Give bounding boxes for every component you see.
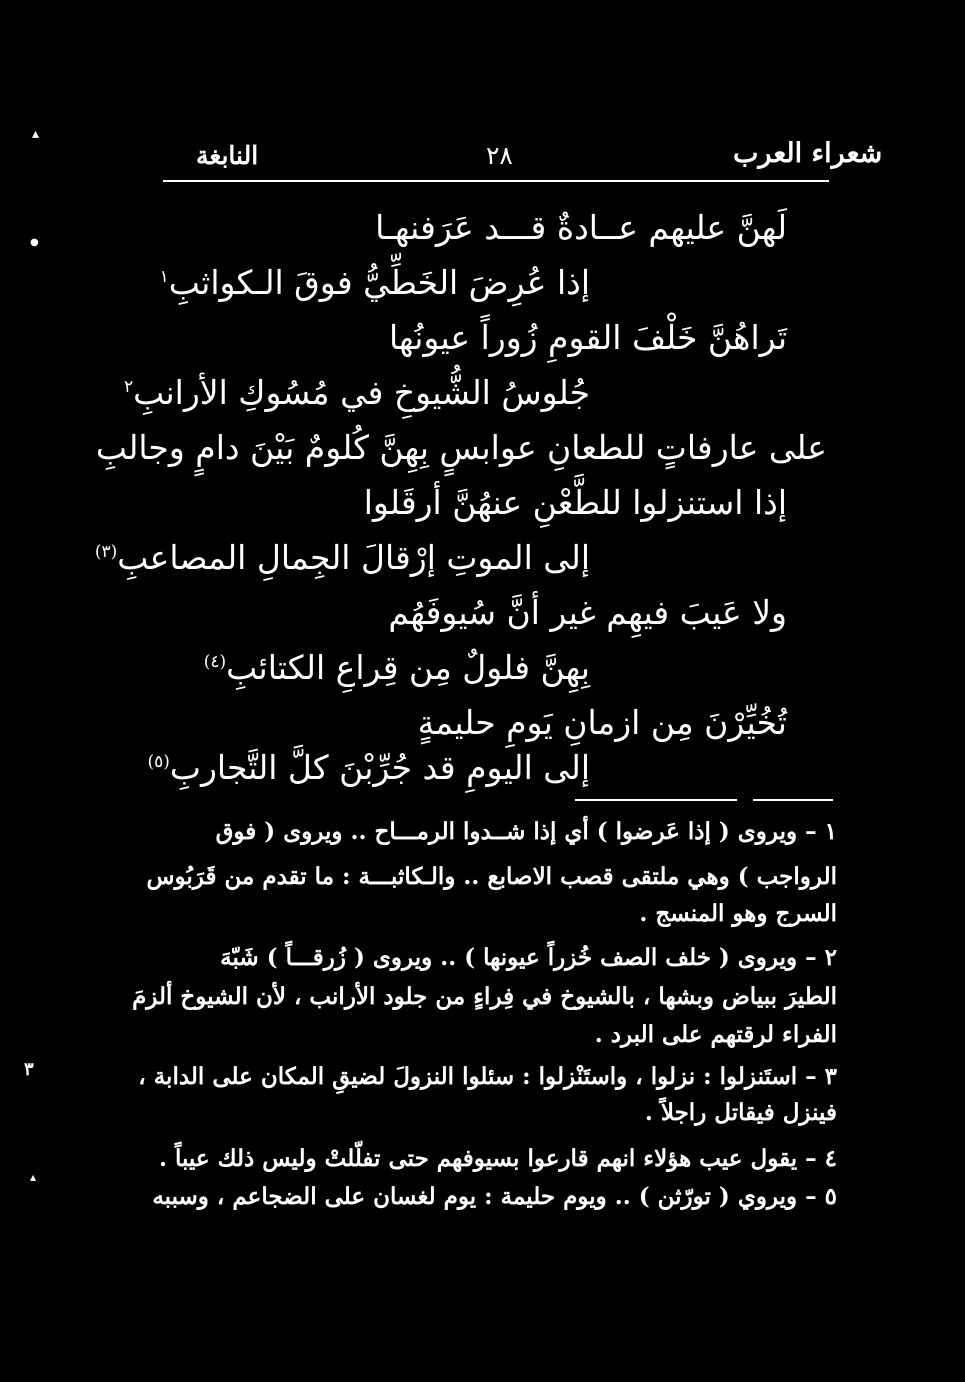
verse-line xyxy=(418,703,787,742)
verse-text: إلى اليومِ قد جُرِّبْنَ كلَّ التَّجاربِ xyxy=(169,748,590,787)
verse-text: تَراهُنَّ خَلْفَ القومِ زُوراً عيونُها xyxy=(388,318,787,357)
footnote-line: الرواجب ) وهي ملتقى قصب الاصابع .. والـكاثبـــة : ما تقدم من قَرَبُوس xyxy=(146,863,837,890)
footnote-line: فينزل فيقاتل راجلاً . xyxy=(644,1099,837,1126)
verse-line xyxy=(156,263,590,302)
footnote-marker: (٣) xyxy=(94,542,118,562)
verse-line xyxy=(120,373,590,412)
footnote-marker: ١ xyxy=(159,267,169,287)
footnote-marker: ٢ xyxy=(123,377,134,397)
verse-line xyxy=(388,593,787,632)
running-header-poet-name: النابغة xyxy=(196,141,259,170)
footnote-line: الفراء لرقتهم على البرد . xyxy=(594,1021,837,1048)
page-number: ٢٨ xyxy=(486,141,513,170)
verse-text: على عارفاتٍ للطعانِ عوابسٍ بِهِنَّ كُلومٌ بَيْنَ دامٍ وجالبِ xyxy=(95,428,827,467)
footnote-separator xyxy=(753,799,833,801)
verse-text: إلى الموتِ إرْقالَ الجِمالِ المصاعبِ xyxy=(117,538,590,577)
verse-text: جُلوسُ الشُّيوخِ في مُسُوكِ الأرانبِ xyxy=(133,373,590,412)
verse-line xyxy=(200,648,590,687)
running-header-book-title: شعراء العرب xyxy=(733,138,883,169)
footnote-line: ٥ – ويروي ( تورّثن ) .. ويوم حليمة : يوم لغسان على الضجاعم ، وسببه xyxy=(152,1183,837,1210)
footnote-line: ٢ – ويروى ( خلف الصف خُزراً عيونها ) .. ويروى ( زُرقـــاً ) شَبّهَ xyxy=(220,944,837,971)
footnote-line: ٤ – يقول عيب هؤلاء انهم قارعوا بسيوفهم حتى تفلّلتْ وليس ذلك عيباً . xyxy=(158,1145,837,1172)
scan-speck: ▴ xyxy=(32,126,40,142)
verse-text: بِهِنَّ فلولٌ مِن قِراعِ الكتائبِ xyxy=(226,648,590,687)
verse-line xyxy=(96,428,827,467)
header-rule xyxy=(163,180,829,182)
verse-line xyxy=(364,483,787,522)
scan-speck: ▴ xyxy=(30,1170,37,1184)
scan-speck: ٣ xyxy=(24,1059,34,1080)
verse-line xyxy=(143,748,590,787)
verse-text: لَهنَّ عليهم عــادةٌ قـــد عَرَفنهـا xyxy=(375,208,787,247)
footnote-line: السرج وهو المنسج . xyxy=(639,900,837,927)
footnote-line: الطيرَ ببياض وبشها ، بالشيوخ في فِراءٍ من جلود الأرانب ، لأن الشيوخ ألزمَ xyxy=(132,983,837,1010)
footnote-separator xyxy=(575,799,737,801)
scan-speck: ● xyxy=(30,237,39,248)
footnote-line: ٣ – استَنزلوا : نزلوا ، واستَنْزلوا : سئلوا النزولَ لضيقِ المكان على الدابة ، xyxy=(138,1063,837,1090)
footnote-marker: (٥) xyxy=(147,752,170,772)
verse-line xyxy=(375,208,787,247)
verse-text: ولا عَيبَ فيهِم غير أنَّ سُيوفَهُم xyxy=(388,593,787,632)
footnote-line: ١ – ويروى ( إذا عَرضوا ) أي إذا شــدوا الرمـــاح .. ويروى ( فوق xyxy=(215,818,837,845)
verse-text: إذا عُرِضَ الخَطِّيُّ فوقَ الـكواثبِ xyxy=(168,263,590,302)
verse-line xyxy=(389,318,787,357)
verse-text: إذا استنزلوا للطَّعْنِ عنهُنَّ أرقَلوا xyxy=(363,483,787,522)
verse-line xyxy=(91,538,590,577)
verse-text: تُخُيِّرْنَ مِن ازمانِ يَومِ حليمةٍ xyxy=(417,703,787,742)
footnote-marker: (٤) xyxy=(203,652,227,672)
